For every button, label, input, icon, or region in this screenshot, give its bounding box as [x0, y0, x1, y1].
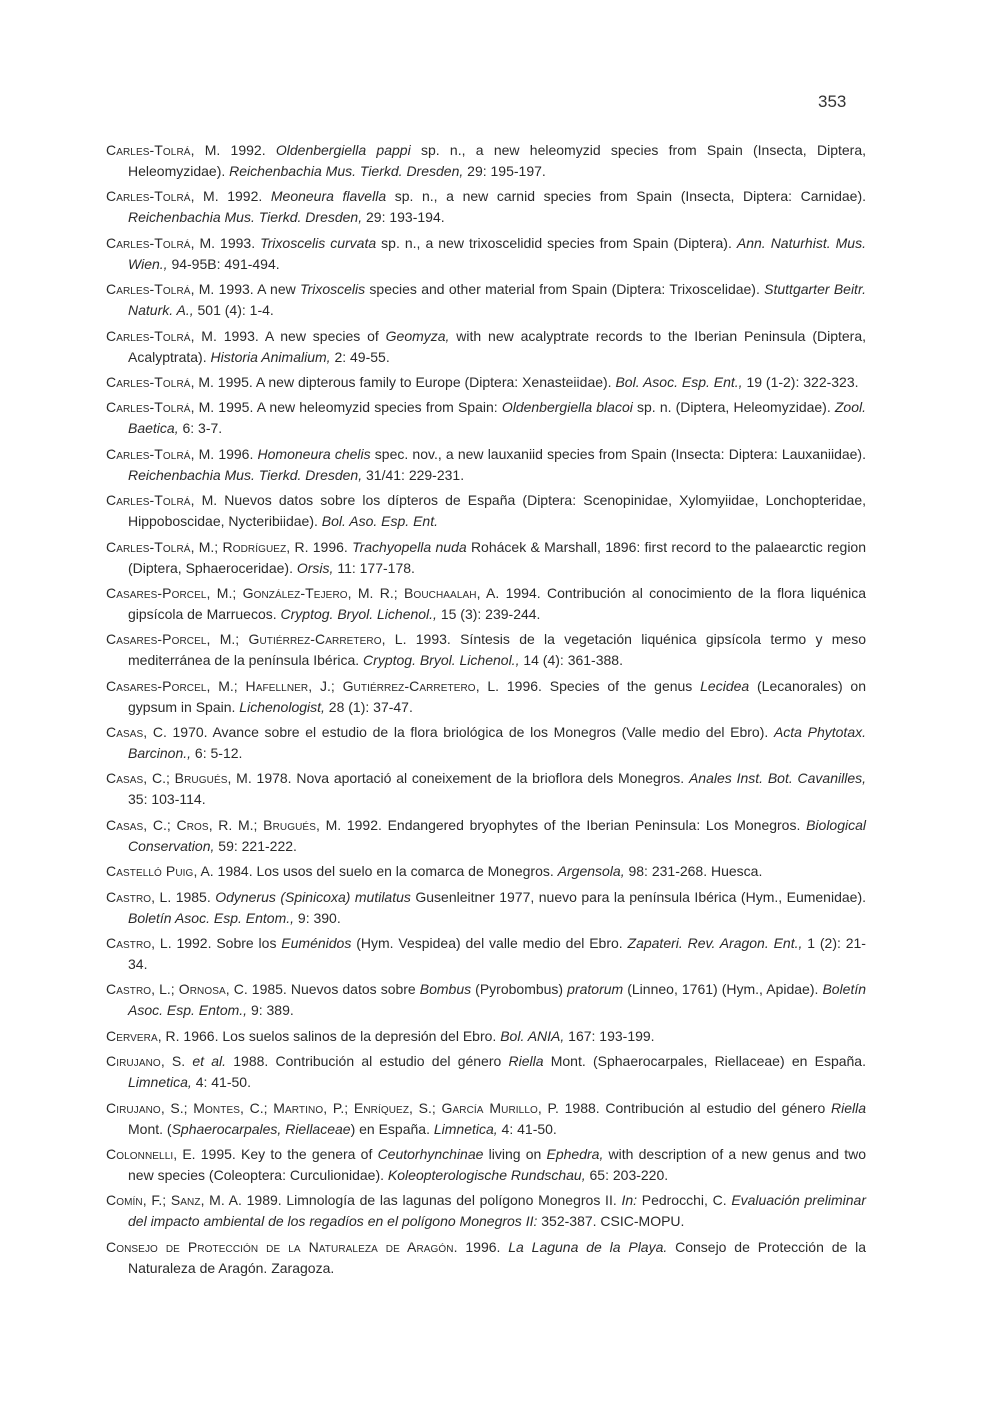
reference-entry	[106, 326, 866, 368]
reference-entry	[106, 186, 866, 228]
italic-text: Oldenbergiella blacoi	[501, 399, 633, 416]
author-name: Gutiérrez-Carretero	[248, 631, 382, 648]
reference-text: 167: 193-199.	[564, 1027, 655, 1044]
italic-text: Ceutorhynchinae	[377, 1145, 484, 1162]
reference-text: with description of a new genus and two new species (Coleoptera: Curculionidae).	[128, 1145, 866, 1183]
italic-text: Argensola,	[557, 863, 625, 880]
italic-text: Evaluación preliminar del impacto ambiental de los regadíos en el polígono Monegros II:	[128, 1192, 866, 1230]
reference-text: , C. 1985. Nuevos datos sobre	[225, 981, 420, 998]
reference-text: , M.;	[206, 631, 249, 648]
reference-text: 6: 3-7.	[178, 420, 223, 437]
italic-text: Anales Inst. Bot. Cavanilles,	[688, 770, 866, 787]
reference-text: 501 (4): 1-4.	[193, 302, 274, 319]
reference-text: , S.	[160, 1053, 193, 1070]
reference-text: 28 (1): 37-47.	[324, 698, 413, 715]
reference-entry	[106, 629, 866, 671]
reference-text: Rohácek & Marshall, 1896: first record to the palaearctic region (Diptera, Sphaeroceridae).	[128, 538, 866, 576]
reference-text: 98: 231-268. Huesca.	[624, 863, 763, 880]
author-name: Enríquez	[353, 1099, 410, 1116]
reference-text: , S.;	[409, 1099, 442, 1116]
author-name: Gutiérrez-Carretero	[342, 677, 476, 694]
reference-text: . 1996.	[453, 1238, 509, 1255]
author-name: Casas	[106, 770, 144, 787]
author-name: Consejo de Protección de la Naturaleza de Aragón	[106, 1238, 454, 1255]
reference-text: 14 (4): 361-388.	[519, 652, 623, 669]
reference-text: 29: 193-194.	[362, 209, 445, 226]
reference-text: 65: 203-220.	[585, 1166, 669, 1183]
italic-text: Trixoscelis	[300, 281, 366, 298]
author-name: Hafellner	[245, 677, 309, 694]
author-name: Castro	[106, 935, 152, 952]
reference-text: , M. 1993.	[190, 234, 261, 251]
reference-text: 31/41: 229-231.	[362, 466, 465, 483]
author-name: Castro	[106, 981, 152, 998]
reference-text: ) en España.	[350, 1120, 434, 1137]
reference-text: 15 (3): 239-244.	[436, 605, 541, 622]
italic-text: Trachyopella nuda	[352, 538, 467, 555]
italic-text: In:	[621, 1192, 638, 1209]
reference-entry	[106, 1237, 866, 1279]
reference-text: 35: 103-114.	[128, 791, 206, 808]
italic-text: et al.	[192, 1053, 227, 1070]
reference-text: , L. 1996. Species of the genus	[475, 677, 701, 694]
reference-text: , C. 1970. Avance sobre el estudio de la flora briológica de los Monegros (Valle medio del Ebro).	[143, 724, 774, 741]
italic-text: Zool. Baetica,	[128, 399, 866, 437]
author-name: Carles-Tolrá	[106, 142, 191, 158]
author-name: Brugués	[174, 770, 228, 787]
italic-text: Reichenbachia Mus. Tierkd. Dresden,	[128, 466, 363, 483]
reference-text: 9: 389.	[247, 1002, 294, 1019]
italic-text: Lecidea	[700, 677, 750, 694]
reference-text: 29: 195-197.	[463, 163, 546, 179]
reference-entry	[106, 815, 866, 857]
italic-text: Riella	[830, 1099, 866, 1116]
italic-text: Ephedra,	[546, 1145, 604, 1162]
reference-list	[106, 140, 866, 1283]
reference-text: 4: 41-50.	[191, 1074, 251, 1091]
reference-entry	[106, 1098, 866, 1140]
italic-text: Lichenologist,	[239, 698, 325, 715]
reference-text: , M. 1993. A new	[190, 281, 301, 298]
italic-text: Boletín Asoc. Esp. Entom.,	[128, 981, 867, 1019]
italic-text: Reichenbachia Mus. Tierkd. Dresden,	[128, 209, 363, 226]
page-number: 353	[818, 92, 847, 111]
italic-text: Bol. Asoc. Esp. Ent.,	[615, 373, 743, 390]
reference-entry	[106, 490, 866, 532]
reference-text: 59: 221-222.	[214, 837, 297, 854]
reference-text: 4: 41-50.	[497, 1120, 557, 1137]
author-name: Cervera	[106, 1027, 158, 1044]
reference-text: spec. nov., a new lauxaniid species from Spain (Insecta: Diptera: Lauxaniidae).	[370, 445, 866, 462]
reference-text: , M. R.;	[347, 584, 404, 601]
author-name: Martino	[273, 1099, 324, 1116]
author-name: Carles-Tolrá	[106, 327, 191, 344]
reference-text: , A. 1984. Los usos del suelo en la comarca de Monegros.	[193, 863, 558, 880]
reference-text: , L.;	[151, 981, 179, 998]
author-name: Cirujano	[106, 1053, 161, 1070]
reference-text: 1 (2): 21-34.	[128, 935, 866, 973]
reference-entry	[106, 768, 866, 810]
author-name: Casas	[106, 816, 144, 833]
author-name: Rodríguez	[222, 538, 287, 555]
reference-text: 94-95B: 491-494.	[167, 255, 280, 272]
reference-text: , L. 1993. Síntesis de la vegetación liquénica gipsícola termo y meso mediterránea de la península Ibérica.	[128, 631, 866, 669]
reference-text: , M. 1995. A new heleomyzid species from Spain:	[190, 399, 502, 416]
reference-text: 9: 390.	[294, 909, 341, 926]
reference-text: , M. 1995. A new dipterous family to Europe (Diptera: Xenasteiidae).	[190, 373, 616, 390]
reference-text: (Lecanorales) on gypsum in Spain.	[128, 677, 867, 715]
author-name: Carles-Tolrá	[106, 538, 191, 555]
reference-entry	[106, 887, 866, 929]
italic-text: Historia Animalium,	[210, 348, 331, 365]
reference-text: Mont. (	[128, 1120, 172, 1137]
author-name: González-Tejero	[242, 584, 348, 601]
author-name: Cirujano	[106, 1099, 161, 1116]
author-name: Castro	[106, 888, 152, 905]
italic-text: pratorum	[567, 981, 624, 998]
italic-text: Oldenbergiella pappi	[275, 142, 411, 158]
reference-text: living on	[483, 1145, 547, 1162]
reference-text: , R. M.;	[208, 816, 264, 833]
reference-text: 1988. Contribución al estudio del género	[226, 1053, 509, 1070]
author-name: Ornosa	[178, 981, 226, 998]
author-name: Carles-Tolrá	[106, 188, 191, 205]
italic-text: Trixoscelis curvata	[260, 234, 377, 251]
reference-text: , M.;	[190, 538, 223, 555]
italic-text: Odynerus (Spinicoxa) mutilatus	[215, 888, 411, 905]
reference-entry	[106, 933, 866, 975]
reference-text: , M. 1992.	[190, 142, 276, 158]
reference-text: , R. 1996.	[286, 538, 353, 555]
reference-text: sp. n. (Diptera, Heleomyzidae).	[632, 399, 835, 416]
reference-text: sp. n., a new heleomyzid species from Spain (Insecta, Diptera, Heleomyzidae).	[128, 142, 866, 179]
reference-text: , M. 1993. A new species of	[190, 327, 386, 344]
italic-text: Meoneura flavella	[270, 188, 387, 205]
italic-text: Orsis,	[296, 559, 334, 576]
reference-text: 11: 177-178.	[333, 559, 415, 576]
reference-text: , L. 1985.	[151, 888, 216, 905]
reference-text: , P.;	[323, 1099, 354, 1116]
italic-text: La Laguna de la Playa.	[508, 1238, 668, 1255]
author-name: Carles-Tolrá	[106, 399, 191, 416]
reference-entry	[106, 583, 866, 625]
italic-text: Cryptog. Bryol. Lichenol.,	[363, 652, 520, 669]
reference-entry	[106, 1026, 866, 1047]
reference-text: Mont. (Sphaerocarpales, Riellaceae) en España.	[543, 1053, 866, 1070]
reference-entry	[106, 1051, 866, 1093]
reference-text: Pedrocchi, C.	[637, 1192, 732, 1209]
author-name: Carles-Tolrá	[106, 492, 191, 509]
reference-text: , M. 1992. Endangered bryophytes of the Iberian Peninsula: Los Monegros.	[315, 816, 807, 833]
author-name: Casares-Porcel	[106, 584, 207, 601]
reference-text: , P. 1988. Contribución al estudio del género	[537, 1099, 831, 1116]
reference-text: , M.;	[206, 677, 246, 694]
reference-entry	[106, 1190, 866, 1232]
reference-text: , M. A. 1989. Limnología de las lagunas del polígono Monegros II.	[200, 1192, 622, 1209]
italic-text: Cryptog. Bryol. Lichenol.,	[280, 605, 437, 622]
reference-text: , F.;	[142, 1192, 171, 1209]
author-name: Casares-Porcel	[106, 631, 207, 648]
italic-text: Limnetica,	[128, 1074, 192, 1091]
italic-text: Biological Conservation,	[128, 816, 867, 854]
author-name: Colonnelli	[106, 1145, 174, 1162]
italic-text: Zapateri. Rev. Aragon. Ent.,	[627, 935, 803, 952]
reference-text: (Hym. Vespidea) del valle medio del Ebro.	[351, 935, 628, 952]
italic-text: Bol. ANIA,	[500, 1027, 565, 1044]
reference-entry	[106, 537, 866, 579]
italic-text: Ann. Naturhist. Mus. Wien.,	[128, 234, 866, 272]
reference-entry	[106, 861, 866, 882]
reference-text: , C.;	[240, 1099, 274, 1116]
reference-text: 2: 49-55.	[330, 348, 390, 365]
reference-text: sp. n., a new trixoscelidid species from Spain (Diptera).	[376, 234, 737, 251]
reference-text: , L. 1992. Sobre los	[151, 935, 282, 952]
reference-text: , S.;	[160, 1099, 194, 1116]
reference-text: , M. 1996.	[190, 445, 258, 462]
italic-text: Reichenbachia Mus. Tierkd. Dresden,	[229, 163, 464, 179]
reference-entry	[106, 444, 866, 486]
reference-text: , M. 1978. Nova aportació al coneixement de la brioflora dels Monegros.	[227, 770, 689, 787]
italic-text: Sphaerocarpales, Riellaceae	[171, 1120, 351, 1137]
author-name: Carles-Tolrá	[106, 373, 191, 390]
reference-text: , A. 1994. Contribución al conocimiento de la flora liquénica gipsícola de Marruecos.	[128, 584, 866, 622]
reference-entry	[106, 233, 866, 275]
italic-text: Stuttgarter Beitr. Naturk. A.,	[128, 281, 866, 319]
italic-text: Riella	[508, 1053, 544, 1070]
reference-entry	[106, 397, 866, 439]
reference-entry	[106, 140, 866, 182]
reference-text: Consejo de Protección de la Naturaleza de Aragón. Zaragoza.	[128, 1238, 867, 1276]
author-name: Brugués	[263, 816, 316, 833]
reference-entry	[106, 1144, 866, 1186]
italic-text: Acta Phytotax. Barcinon.,	[128, 724, 866, 762]
reference-text: , R. 1966. Los suelos salinos de la depresión del Ebro.	[157, 1027, 501, 1044]
reference-text: , J.;	[308, 677, 343, 694]
author-name: Bouchaalah	[404, 584, 477, 601]
author-name: Castelló Puig	[106, 863, 194, 880]
author-name: Casares-Porcel	[106, 677, 207, 694]
reference-text: 6: 5-12.	[191, 745, 243, 762]
italic-text: Koleopterologische Rundschau,	[387, 1166, 586, 1183]
reference-text: 19 (1-2): 322-323.	[742, 373, 859, 390]
italic-text: Geomyza,	[385, 327, 450, 344]
reference-entry	[106, 722, 866, 764]
reference-text: , E. 1995. Key to the genera of	[173, 1145, 378, 1162]
reference-text: species and other material from Spain (Diptera: Trixoscelidae).	[365, 281, 765, 298]
reference-entry	[106, 279, 866, 321]
italic-text: Euménidos	[281, 935, 352, 952]
author-name: Carles-Tolrá	[106, 445, 191, 462]
italic-text: Boletín Asoc. Esp. Entom.,	[128, 909, 295, 926]
reference-entry	[106, 676, 866, 718]
italic-text: Bombus	[419, 981, 472, 998]
reference-text: 352-387. CSIC-MOPU.	[537, 1213, 685, 1230]
italic-text: Homoneura chelis	[257, 445, 371, 462]
reference-entry	[106, 372, 866, 393]
reference-text: (Linneo, 1761) (Hym., Apidae).	[623, 981, 823, 998]
author-name: Cros	[176, 816, 209, 833]
italic-text: Bol. Aso. Esp. Ent.	[321, 513, 438, 530]
italic-text: Limnetica,	[433, 1120, 498, 1137]
reference-text: with new acalyptrate records to the Iberian Peninsula (Diptera, Acalyptrata).	[128, 327, 866, 365]
author-name: Casas	[106, 724, 144, 741]
author-name: Comín	[106, 1192, 143, 1209]
reference-text: , M. Nuevos datos sobre los dípteros de España (Diptera: Scenopinidae, Xylomyiidae, Lonchopteridae, Hippoboscidae, Nycteribiidae).	[128, 492, 866, 530]
author-name: Carles-Tolrá	[106, 281, 191, 298]
reference-text: , C.;	[143, 770, 175, 787]
author-name: Carles-Tolrá	[106, 234, 191, 251]
reference-entry	[106, 979, 866, 1021]
reference-text: , M. 1992.	[190, 188, 271, 205]
reference-text: Gusenleitner 1977, nuevo para la península Ibérica (Hym., Eumenidae).	[410, 888, 866, 905]
reference-text: (Pyrobombus)	[471, 981, 568, 998]
author-name: Sanz	[170, 1192, 201, 1209]
reference-text: , M.;	[206, 584, 243, 601]
author-name: García Murillo	[441, 1099, 538, 1116]
reference-text: , C.;	[143, 816, 177, 833]
author-name: Montes	[193, 1099, 240, 1116]
reference-text: sp. n., a new carnid species from Spain (Insecta, Diptera: Carnidae).	[386, 188, 866, 205]
